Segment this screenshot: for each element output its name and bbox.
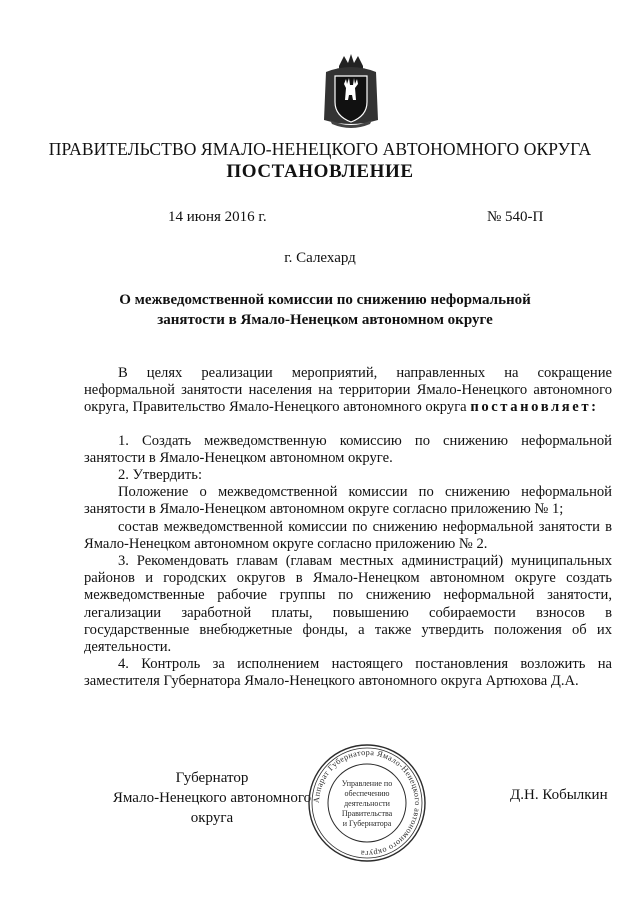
document-type: ПОСТАНОВЛЕНИЕ [226,161,414,182]
paragraph-4: 4. Контроль за исполнением настоящего постановления возложить на заместителя Губернатора Ямало-Ненецкого автономного округа Артюхова Д.А. [84,656,612,690]
stamp-line-1: Управление по [341,779,393,788]
signatory-title-line-1: Губернатор [175,770,249,786]
intro-verb: постановляет: [470,399,599,416]
intro-paragraph [84,365,612,417]
subject-line-2: занятости в Ямало-Ненецком автономном округе [157,312,493,328]
intro-text: В целях реализации мероприятий, направленных на сокращение неформальной занятости населения на территории Ямало-Ненецкого автономного округа, Правительство Ямало-Ненецкого автономного округа [84,365,612,416]
document-date: 14 июня 2016 г. [168,209,267,225]
coat-of-arms-emblem-icon [322,54,380,130]
document-body [84,365,612,691]
stamp-line-3: деятельности [344,799,390,808]
signatory-title-line-2: Ямало-Ненецкого автономного округа [112,790,312,826]
paragraph-gap [84,417,612,433]
document-number: № 540-П [487,209,544,225]
paragraph-3: 3. Рекомендовать главам (главам местных администраций) муниципальных районов и городских округов в Ямало-Ненецком автономном округе создать межведомственные рабочие группы по снижению неформальной занятости, легализации заработной платы, повышению собираемости взносов в государственные внебюджетные фонды, а также утвердить положения об их деятельности. [84,553,612,656]
stamp-line-2: обеспечению [344,789,390,798]
signatory-title [92,768,332,828]
stamp-ring-text: Аппарат Губернатора Ямало-Ненецкого автономного округа [311,747,423,859]
subject-line-1: О межведомственной комиссии по снижению неформальной [119,292,531,308]
paragraph-2: 2. Утвердить: [118,467,203,484]
document-city: г. Салехард [284,250,356,266]
paragraph-1: 1. Создать межведомственную комиссию по снижению неформальной занятости в Ямало-Ненецком автономном округе. [84,432,612,466]
stamp-line-4: Правительства [341,809,393,818]
paragraph-2b: состав межведомственной комиссии по снижению неформальной занятости в Ямало-Ненецком автономном округе согласно приложению № 2. [84,518,612,552]
signatory-name: Д.Н. Кобылкин [510,787,608,803]
official-stamp [306,742,428,864]
stamp-line-5: и Губернатора [342,819,392,828]
paragraph-2a: Положение о межведомственной комиссии по снижению неформальной занятости в Ямало-Ненецком автономном округе согласно приложению № 1; [84,484,612,518]
organization-name: ПРАВИТЕЛЬСТВО ЯМАЛО-НЕНЕЦКОГО АВТОНОМНОГО ОКРУГА [48,139,592,159]
document-subject [110,290,540,330]
